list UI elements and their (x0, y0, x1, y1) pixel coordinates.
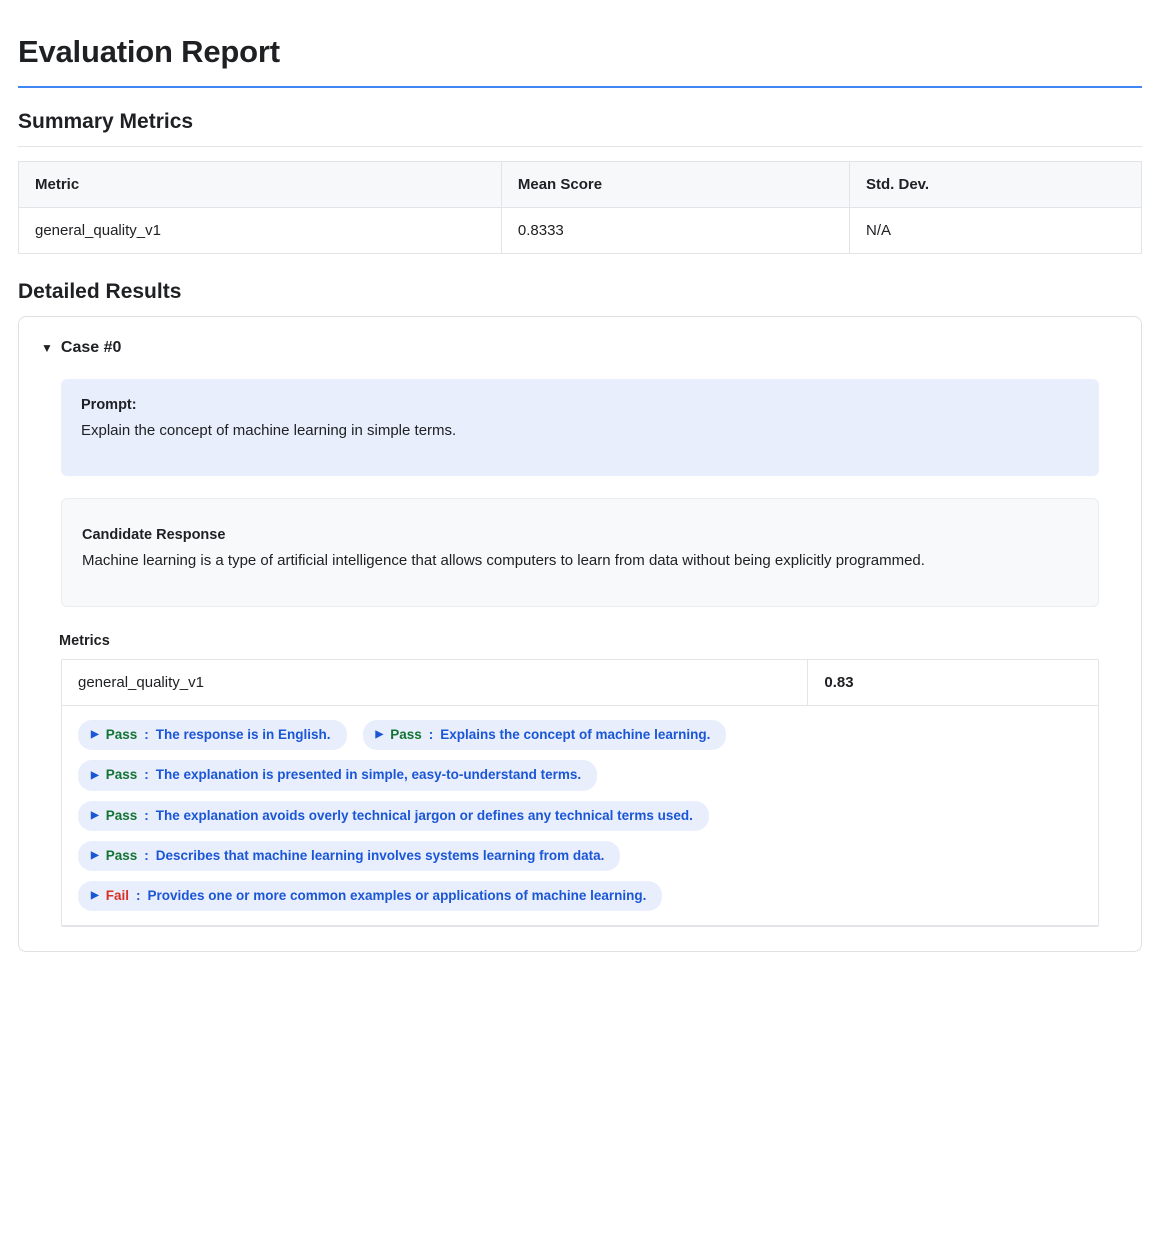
chevron-right-icon[interactable]: ▶ (91, 809, 99, 821)
chevron-right-icon[interactable]: ▶ (91, 849, 99, 861)
cell-metric-name: general_quality_v1 (19, 208, 502, 254)
header-mean-score: Mean Score (501, 162, 849, 208)
criterion-text: The explanation avoids overly technical jargon or defines any technical terms used. (155, 807, 693, 823)
case-metrics-table (62, 660, 1098, 926)
criteria-cell (62, 706, 1098, 926)
chevron-right-icon[interactable]: ▶ (91, 729, 99, 741)
cell-std-dev: N/A (850, 208, 1142, 254)
candidate-response-label: Candidate Response (82, 526, 226, 543)
criterion-verdict-badge: Pass (390, 727, 422, 743)
title-divider (18, 86, 1142, 88)
criterion-chip[interactable] (78, 881, 662, 911)
table-header-row (19, 162, 1142, 208)
summary-metrics-heading: Summary Metrics (18, 110, 194, 133)
prompt-text: Explain the concept of machine learning in simple terms. (81, 422, 457, 439)
cell-case-metric-score: 0.83 (808, 660, 1098, 706)
prompt-label: Prompt: (81, 397, 137, 413)
criteria-chip-row (78, 841, 1082, 871)
chevron-right-icon[interactable]: ▶ (91, 769, 99, 781)
prompt-panel (61, 379, 1099, 476)
case-disclosure-toggle[interactable] (41, 339, 1121, 357)
chevron-right-icon[interactable]: ▶ (91, 890, 99, 902)
criterion-verdict-badge: Pass (105, 767, 138, 783)
summary-divider (18, 146, 1142, 147)
header-std-dev: Std. Dev. (850, 162, 1142, 208)
candidate-response-text: Machine learning is a type of artificial intelligence that allows computers to learn from data without being explicitly programmed. (82, 551, 925, 569)
chevron-down-icon[interactable]: ▼ (41, 341, 53, 355)
criterion-chip[interactable] (78, 801, 709, 831)
criterion-text: The response is in English. (155, 727, 331, 743)
table-row (19, 208, 1142, 254)
criterion-verdict-badge: Fail (105, 888, 129, 903)
criterion-text: Describes that machine learning involves systems learning from data. (155, 847, 605, 863)
criterion-chip[interactable] (363, 720, 727, 750)
criterion-separator: : (144, 807, 149, 823)
criterion-verdict-badge: Pass (105, 847, 138, 863)
candidate-response-panel (61, 498, 1099, 608)
case-metrics-table-wrapper (61, 659, 1099, 927)
criterion-chip[interactable] (78, 841, 620, 871)
criterion-chip[interactable] (78, 760, 597, 790)
cell-mean-score: 0.8333 (501, 208, 849, 254)
cell-case-metric-name: general_quality_v1 (62, 660, 808, 706)
criteria-chip-row (78, 720, 1082, 750)
metrics-label: Metrics (59, 633, 110, 650)
criterion-separator: : (144, 847, 149, 863)
criterion-text: The explanation is presented in simple, easy-to-understand terms. (155, 767, 582, 783)
criterion-verdict-badge: Pass (105, 727, 138, 743)
criterion-chip[interactable] (78, 720, 347, 750)
criteria-chip-row (78, 881, 1082, 911)
header-metric: Metric (19, 162, 502, 208)
detailed-results-card (18, 316, 1142, 952)
summary-metrics-table (18, 161, 1142, 254)
criteria-list (78, 720, 1082, 911)
case-title: Case #0 (60, 339, 122, 356)
criteria-chip-row (78, 801, 1082, 831)
criterion-separator: : (144, 727, 149, 743)
chevron-right-icon[interactable]: ▶ (375, 729, 384, 741)
criterion-separator: : (135, 888, 141, 903)
criterion-separator: : (144, 767, 149, 783)
criteria-row-container (62, 706, 1098, 926)
page-title: Evaluation Report (18, 34, 280, 69)
criterion-separator: : (428, 727, 434, 743)
criterion-text: Provides one or more common examples or applications of machine learning. (147, 888, 647, 903)
criterion-verdict-badge: Pass (105, 807, 138, 823)
table-row (62, 660, 1098, 706)
criteria-chip-row (78, 760, 1082, 790)
criterion-text: Explains the concept of machine learning. (440, 727, 711, 743)
detailed-results-heading: Detailed Results (18, 280, 182, 303)
